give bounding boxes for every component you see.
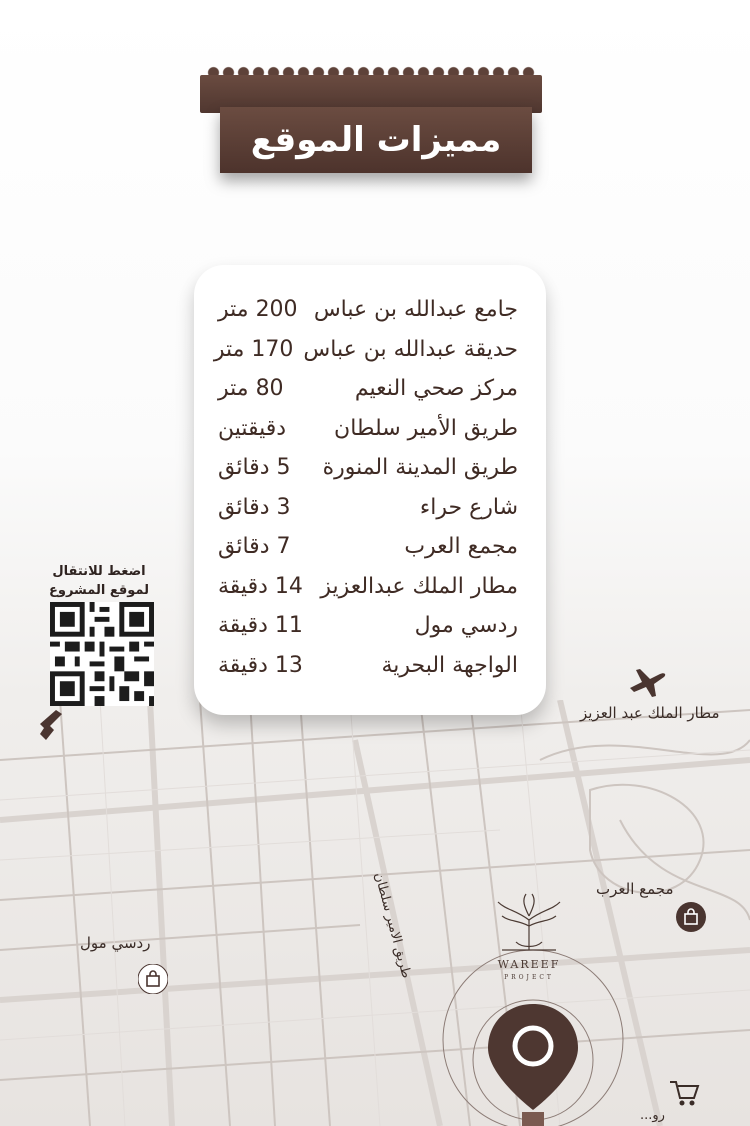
feature-distance: 5 دقائق [218,455,291,481]
airplane-icon [626,664,668,698]
logo-subtitle: PROJECT [504,974,554,981]
feature-place: جامع عبدالله بن عباس [313,297,518,323]
feature-place: ردسي مول [414,613,518,639]
pointing-hand-icon [36,708,66,744]
feature-distance: 14 دقيقة [218,573,303,599]
tree-logo-icon [486,890,572,956]
qr-caption[interactable] [40,562,158,600]
feature-place: شارع حراء [419,494,518,520]
feature-item [213,330,518,370]
page-title: مميزات الموقع [250,120,502,160]
road-label: طريق الامير سلطان [371,871,414,980]
feature-place: مجمع العرب [404,534,518,560]
feature-place: طريق المدينة المنورة [322,455,518,481]
feature-distance: 7 دقائق [218,534,291,560]
feature-item [218,567,518,607]
feature-place: الواجهة البحرية [381,652,518,678]
wareef-logo [486,890,572,998]
feature-distance: 13 دقيقة [218,652,303,678]
feature-place: حديقة عبدالله بن عباس [303,336,518,362]
feature-distance: 200 متر [218,297,298,323]
feature-item [218,409,518,449]
feature-item [218,369,518,409]
arab-mall-label: مجمع العرب [596,880,674,898]
feature-item [218,448,518,488]
feature-item [218,527,518,567]
cart-icon [668,1078,700,1108]
feature-distance: 80 متر [218,376,284,402]
feature-place: طريق الأمير سلطان [334,415,518,441]
feature-distance: 170 متر [213,336,294,362]
qr-caption-line1: اضغط للانتقال [52,564,146,579]
location-pin-icon[interactable] [478,1000,588,1126]
shopping-bag-icon [138,964,168,994]
bottom-map-label: رو... [640,1108,665,1123]
feature-place: مطار الملك عبدالعزيز [320,573,518,599]
redsea-mall-label: ردسي مول [80,934,151,952]
feature-item [218,290,518,330]
logo-name: WAREEF [497,958,561,971]
shopping-bag-icon [676,902,706,932]
airport-label: مطار الملك عبد العزيز [580,704,720,722]
qr-code-icon[interactable] [50,602,154,706]
feature-distance: دقيقتين [218,415,287,441]
feature-distance: 11 دقيقة [218,613,303,639]
qr-caption-line2: لموقع المشروع [49,583,149,598]
feature-distance: 3 دقائق [218,494,291,520]
feature-place: مركز صحي النعيم [354,376,518,402]
feature-item [218,646,518,686]
area-map [0,700,750,1126]
feature-item [218,488,518,528]
features-list [213,290,518,685]
feature-item [218,606,518,646]
title-banner [200,55,545,185]
